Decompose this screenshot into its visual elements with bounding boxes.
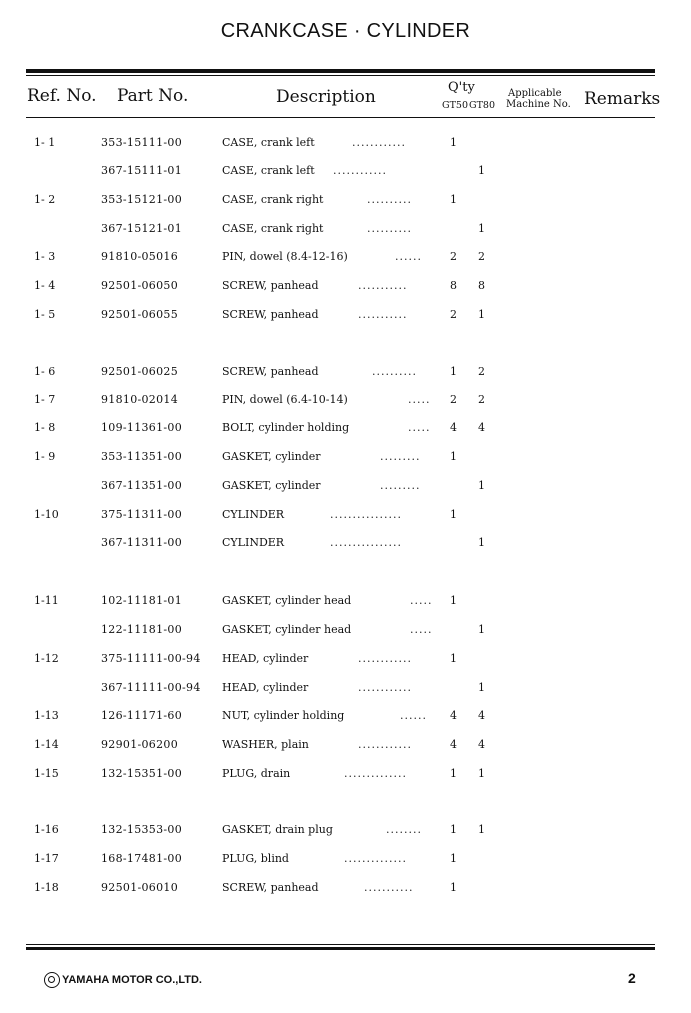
qty-gt50: 4 [450,709,457,722]
company-name: YAMAHA MOTOR CO.,LTD. [62,974,202,986]
qty-gt50: 2 [450,308,457,321]
leader-dots: .......... [367,222,412,235]
description: CYLINDER [222,508,285,521]
part-no: 122-11181-00 [101,623,183,636]
leader-dots: .......... [367,193,412,206]
part-no: 168-17481-00 [101,852,183,865]
leader-dots: .......... [372,365,417,378]
description: GASKET, cylinder [222,479,321,492]
page-title: CRANKCASE · CYLINDER [220,20,471,42]
description: SCREW, panhead [222,308,319,321]
table-row [0,767,691,783]
qty-gt50: 1 [450,365,457,378]
leader-dots: .............. [344,767,407,780]
part-no: 367-11351-00 [101,479,183,492]
part-no: 92501-06025 [101,365,179,378]
header-part-no: Part No. [117,86,189,106]
header-qty: Q'ty [448,80,475,95]
description: SCREW, panhead [222,881,319,894]
part-no: 126-11171-60 [101,709,183,722]
table-row [0,823,691,839]
footer-rule [26,947,655,950]
company-logo [44,972,202,988]
qty-gt80: 1 [478,308,485,321]
yamaha-logo-icon [44,972,60,988]
table-row [0,164,691,180]
ref-no: 1- 4 [34,279,56,292]
header-top-rule-thin [26,75,655,76]
ref-no: 1-14 [34,738,59,751]
qty-gt80: 1 [478,164,485,177]
qty-gt50: 4 [450,738,457,751]
qty-gt80: 8 [478,279,485,292]
description: GASKET, cylinder head [222,594,352,607]
table-row [0,250,691,266]
part-no: 353-15111-00 [101,136,183,149]
qty-gt50: 1 [450,450,457,463]
ref-no: 1- 7 [34,393,56,406]
description: GASKET, cylinder [222,450,321,463]
table-row [0,421,691,437]
table-row [0,536,691,552]
leader-dots: ..... [408,393,431,406]
qty-gt80: 1 [478,767,485,780]
qty-gt50: 8 [450,279,457,292]
qty-gt50: 4 [450,421,457,434]
leader-dots: ............ [358,652,412,665]
qty-gt80: 1 [478,479,485,492]
part-no: 102-11181-01 [101,594,183,607]
leader-dots: ............ [333,164,387,177]
leader-dots: ............ [358,738,412,751]
header-description: Description [276,87,376,107]
table-row [0,623,691,639]
qty-gt50: 1 [450,823,457,836]
header-gt80: GT80 [469,100,496,111]
table-row [0,393,691,409]
description: BOLT, cylinder holding [222,421,350,434]
leader-dots: .............. [344,852,407,865]
description: GASKET, cylinder head [222,623,352,636]
table-row [0,709,691,725]
description: CASE, crank right [222,193,324,206]
header-ref-no: Ref. No. [27,86,97,106]
description: PIN, dowel (8.4-12-16) [222,250,348,263]
description: CYLINDER [222,536,285,549]
qty-gt50: 1 [450,193,457,206]
part-no: 109-11361-00 [101,421,183,434]
part-no: 367-15121-01 [101,222,183,235]
ref-no: 1-17 [34,852,59,865]
qty-gt50: 1 [450,136,457,149]
leader-dots: ........... [364,881,414,894]
table-row [0,508,691,524]
leader-dots: ..... [410,623,433,636]
description: WASHER, plain [222,738,309,751]
part-no: 92501-06050 [101,279,179,292]
qty-gt80: 1 [478,681,485,694]
table-row [0,308,691,324]
part-no: 92501-06010 [101,881,179,894]
table-row [0,136,691,152]
qty-gt80: 4 [478,738,485,751]
ref-no: 1- 3 [34,250,56,263]
table-row [0,365,691,381]
part-no: 132-15351-00 [101,767,183,780]
part-no: 375-11311-00 [101,508,183,521]
leader-dots: ............ [352,136,406,149]
table-row [0,652,691,668]
footer-top-rule [26,944,655,945]
leader-dots: ................ [330,508,402,521]
description: SCREW, panhead [222,365,319,378]
leader-dots: ..... [410,594,433,607]
table-row [0,479,691,495]
part-no: 353-15121-00 [101,193,183,206]
part-no: 375-11111-00-94 [101,652,201,665]
qty-gt80: 1 [478,536,485,549]
qty-gt80: 2 [478,365,485,378]
qty-gt80: 1 [478,823,485,836]
leader-dots: ......... [380,450,421,463]
header-remarks: Remarks [584,89,661,109]
ref-no: 1-11 [34,594,59,607]
leader-dots: ...... [395,250,422,263]
part-no: 353-11351-00 [101,450,183,463]
description: HEAD, cylinder [222,681,309,694]
leader-dots: ............ [358,681,412,694]
table-row [0,193,691,209]
ref-no: 1- 1 [34,136,56,149]
ref-no: 1-12 [34,652,59,665]
description: NUT, cylinder holding [222,709,345,722]
qty-gt80: 2 [478,250,485,263]
header-machine-no: Machine No. [506,99,571,110]
qty-gt80: 4 [478,421,485,434]
part-no: 367-11111-00-94 [101,681,201,694]
table-row [0,279,691,295]
leader-dots: ........... [358,279,408,292]
qty-gt80: 1 [478,222,485,235]
header-gt50: GT50 [442,100,469,111]
part-no: 132-15353-00 [101,823,183,836]
description: GASKET, drain plug [222,823,333,836]
header-bottom-rule [26,117,655,118]
table-row [0,852,691,868]
table-row [0,881,691,897]
ref-no: 1- 9 [34,450,56,463]
page-number: 2 [628,970,636,986]
leader-dots: ..... [408,421,431,434]
ref-no: 1- 8 [34,421,56,434]
table-row [0,594,691,610]
qty-gt50: 1 [450,852,457,865]
ref-no: 1-10 [34,508,59,521]
ref-no: 1-15 [34,767,59,780]
qty-gt80: 1 [478,623,485,636]
description: CASE, crank right [222,222,324,235]
description: PLUG, blind [222,852,289,865]
leader-dots: ......... [380,479,421,492]
part-no: 92501-06055 [101,308,179,321]
ref-no: 1- 6 [34,365,56,378]
qty-gt50: 2 [450,250,457,263]
leader-dots: ........... [358,308,408,321]
description: CASE, crank left [222,136,315,149]
qty-gt50: 1 [450,594,457,607]
description: SCREW, panhead [222,279,319,292]
ref-no: 1-16 [34,823,59,836]
leader-dots: ...... [400,709,427,722]
table-row [0,450,691,466]
qty-gt50: 1 [450,652,457,665]
part-no: 367-15111-01 [101,164,183,177]
qty-gt50: 1 [450,767,457,780]
header-applicable: Applicable [508,88,562,99]
ref-no: 1- 2 [34,193,56,206]
leader-dots: ................ [330,536,402,549]
qty-gt50: 1 [450,508,457,521]
qty-gt50: 2 [450,393,457,406]
qty-gt80: 2 [478,393,485,406]
header-top-rule [26,69,655,73]
part-no: 367-11311-00 [101,536,183,549]
description: PLUG, drain [222,767,291,780]
qty-gt50: 1 [450,881,457,894]
description: HEAD, cylinder [222,652,309,665]
ref-no: 1- 5 [34,308,56,321]
table-row [0,681,691,697]
ref-no: 1-13 [34,709,59,722]
description: PIN, dowel (6.4-10-14) [222,393,348,406]
part-no: 91810-05016 [101,250,179,263]
table-row [0,222,691,238]
part-no: 92901-06200 [101,738,179,751]
leader-dots: ........ [386,823,422,836]
part-no: 91810-02014 [101,393,179,406]
description: CASE, crank left [222,164,315,177]
table-row [0,738,691,754]
ref-no: 1-18 [34,881,59,894]
qty-gt80: 4 [478,709,485,722]
